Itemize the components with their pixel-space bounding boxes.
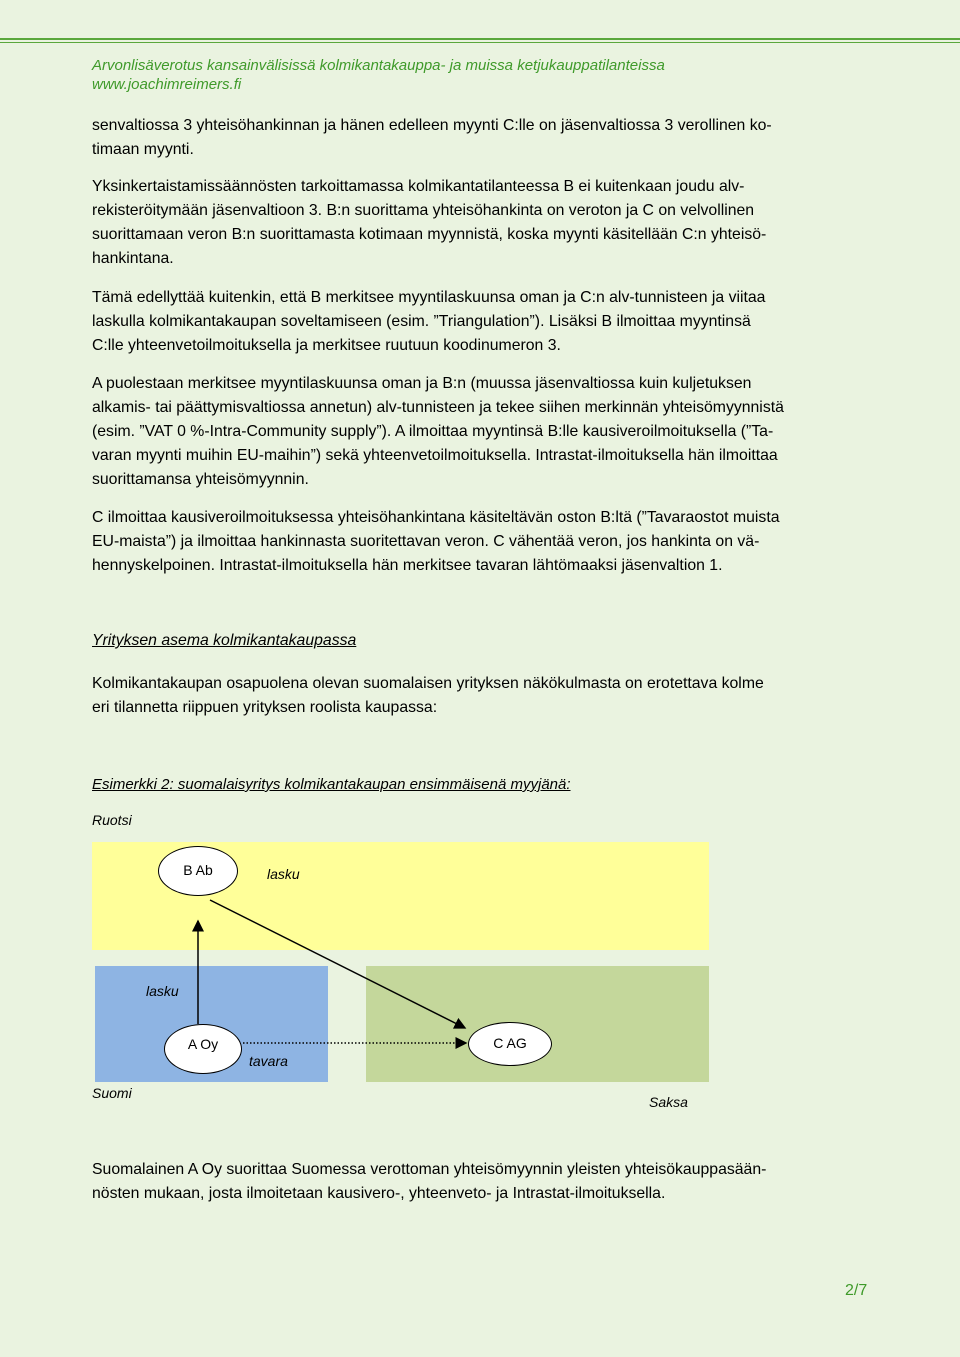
- paragraph-line: suorittamaan veron B:n suorittamasta kotimaan myynnistä, koska myynti käsitellään C:n yhteisö-: [92, 226, 767, 243]
- country-label-sweden: Ruotsi: [92, 812, 132, 828]
- paragraph-line: A puolestaan merkitsee myyntilaskuunsa oman ja B:n (muussa jäsenvaltiossa kuin kuljetuksen: [92, 375, 752, 392]
- header-title: Arvonlisäverotus kansainvälisissä kolmikantakauppa- ja muissa ketjukauppatilanteissa: [92, 57, 665, 74]
- paragraph-line: laskulla kolmikantakaupan soveltamiseen (esim. ”Triangulation”). Lisäksi B ilmoittaa myyntinsä: [92, 313, 751, 330]
- paragraph-line: varan myynti muihin EU-maihin”) sekä yhteenvetoilmoituksella. Intrastat-ilmoituksella hän ilmoittaa: [92, 447, 778, 464]
- invoice-label-top: lasku: [267, 866, 300, 882]
- invoice-label-left: lasku: [146, 983, 179, 999]
- paragraph-line: eri tilannetta riippuen yrityksen roolista kaupassa:: [92, 699, 438, 716]
- paragraph-line: hennyskelpoinen. Intrastat-ilmoituksella hän merkitsee tavaran lähtömaaksi jäsenvaltion 1.: [92, 557, 723, 574]
- paragraph-line: suorittamansa yhteisömyynnin.: [92, 471, 309, 488]
- paragraph-line: C ilmoittaa kausiveroilmoituksessa yhteisöhankintana käsiteltävän oston B:ltä (”Tavaraostot muista: [92, 509, 780, 526]
- node-a-oy: [164, 1024, 242, 1074]
- paragraph-line: Suomalainen A Oy suorittaa Suomessa verottoman yhteisömyynnin yleisten yhteisökauppasään-: [92, 1161, 767, 1178]
- header-url[interactable]: www.joachimreimers.fi: [92, 76, 242, 93]
- country-label-germany: Saksa: [649, 1094, 688, 1110]
- page-number: 2/7: [845, 1282, 868, 1299]
- section-heading: Yrityksen asema kolmikantakaupassa: [92, 632, 357, 649]
- paragraph-line: timaan myynti.: [92, 141, 194, 158]
- paragraph-line: senvaltiossa 3 yhteisöhankinnan ja hänen edelleen myynti C:lle on jäsenvaltiossa 3 verollinen ko-: [92, 117, 772, 134]
- node-label: B Ab: [183, 862, 213, 878]
- paragraph-line: Kolmikantakaupan osapuolena olevan suomalaisen yrityksen näkökulmasta on erotettava kolme: [92, 675, 764, 692]
- paragraph-line: rekisteröitymään jäsenvaltioon 3. B:n suorittama yhteisöhankinta on veroton ja C on velvollinen: [92, 202, 755, 219]
- paragraph-line: Yksinkertaistamissäännösten tarkoittamassa kolmikantatilanteessa B ei kuitenkaan joudu alv-: [92, 178, 745, 195]
- node-label: C AG: [493, 1035, 527, 1051]
- country-label-finland: Suomi: [92, 1085, 132, 1101]
- paragraph-line: (esim. ”VAT 0 %-Intra-Community supply”). A ilmoittaa myyntinsä B:lle kausiveroilmoituksella (”Ta-: [92, 423, 774, 440]
- paragraph-line: Tämä edellyttää kuitenkin, että B merkitsee myyntilaskuunsa oman ja C:n alv-tunnisteen ja viitaa: [92, 289, 766, 306]
- paragraph-line: EU-maista”) ja ilmoittaa hankinnasta suoritettavan veron. C vähentää veron, jos hankinta on vä-: [92, 533, 760, 550]
- closing-paragraph: [92, 1158, 882, 1206]
- goods-label: tavara: [249, 1053, 288, 1069]
- node-label: A Oy: [187, 1036, 219, 1052]
- node-b-ab: [158, 846, 238, 896]
- invoice-arrow-b-to-c: [210, 900, 465, 1028]
- example-title: Esimerkki 2: suomalaisyritys kolmikantakaupan ensimmäisenä myyjänä:: [92, 776, 571, 793]
- paragraph-line: nösten mukaan, josta ilmoitetaan kausivero-, yhteenveto- ja Intrastat-ilmoituksella.: [92, 1185, 666, 1202]
- paragraph-line: hankintana.: [92, 250, 174, 267]
- node-c-ag: [468, 1022, 552, 1066]
- paragraph-line: C:lle yhteenvetoilmoituksella ja merkitsee ruutuun koodinumeron 3.: [92, 337, 561, 354]
- paragraph-line: alkamis- tai päättymisvaltiossa annetun) alv-tunnisteen ja tekee siihen merkinnän yhteisömyynnistä: [92, 399, 784, 416]
